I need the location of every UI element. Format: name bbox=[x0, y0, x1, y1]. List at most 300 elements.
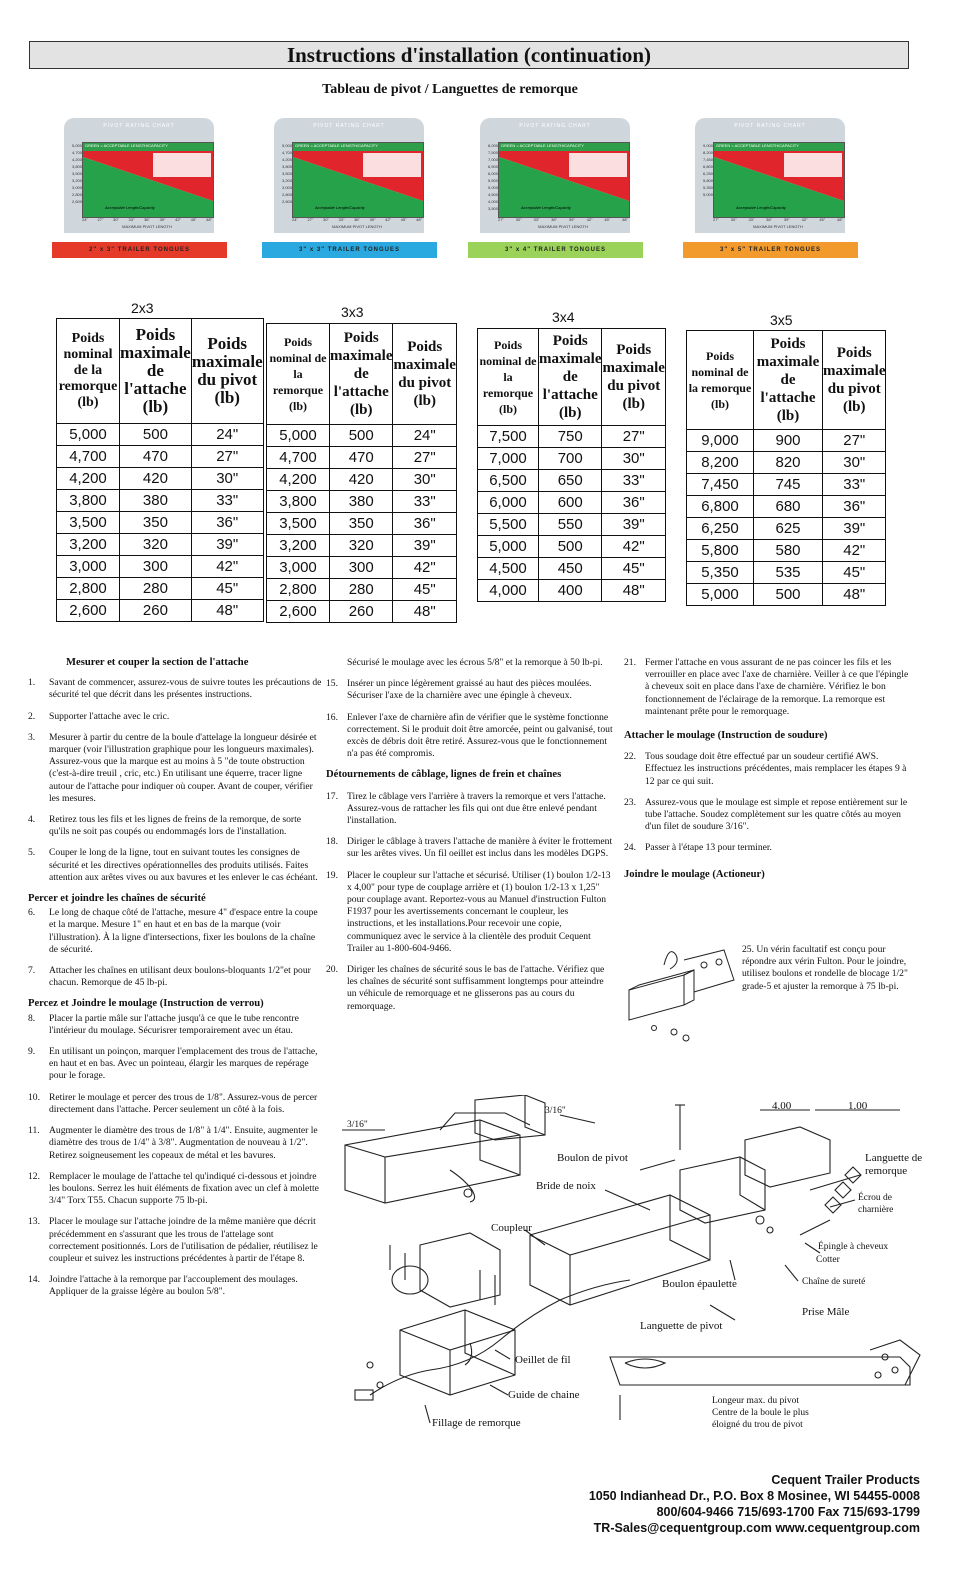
label-epingle: Épingle à cheveux bbox=[818, 1242, 889, 1252]
x-tick: 30" bbox=[730, 217, 737, 222]
table-cell: 300 bbox=[330, 557, 393, 579]
step-text: Placer le coupleur sur l'attache et sécurisé. Utiliser (1) boulon 1/2-13 x 4,00" pour type de couplage arrière et (1) boulon 1/2-13 x 1,25" pour couplage avant. Reportez-vous au Manuel d'instruction Fulton F1937 pour les avertissements concernant le coupleur, les instructions, et les installations.Pour recevoir une copie, communiquez avec le service à la clientèle des produit Cequent Trailer au 1-800-604-9466. bbox=[347, 869, 611, 954]
table-cell: 5,000 bbox=[267, 425, 330, 447]
table-cell: 36" bbox=[602, 492, 665, 514]
table-cell: 3,200 bbox=[267, 535, 330, 557]
table-header: Poids maximale de l'attache (lb) bbox=[330, 324, 393, 425]
footer-address: 1050 Indianhead Dr., P.O. Box 8 Mosinee, WI 54455-0008 bbox=[588, 1489, 920, 1503]
y-tick: 6,500 bbox=[487, 164, 498, 169]
chart-title: PIVOT RATING CHART bbox=[103, 123, 175, 129]
step-item bbox=[28, 847, 323, 884]
step-text: Passer à l'étape 13 pour terminer. bbox=[645, 842, 772, 854]
table-cell: 470 bbox=[330, 447, 393, 469]
table-cell: 2,800 bbox=[57, 578, 120, 600]
y-tick: 4,700 bbox=[281, 150, 292, 155]
rating-chart-card bbox=[262, 118, 437, 258]
y-tick: 5,350 bbox=[702, 185, 713, 190]
x-tick: 24" bbox=[82, 217, 88, 222]
x-tick: 30" bbox=[515, 217, 522, 222]
table-cell: 350 bbox=[330, 513, 393, 535]
table-cell: 580 bbox=[754, 540, 823, 562]
table-cell: 450 bbox=[539, 558, 602, 580]
label-cotter: Cotter bbox=[816, 1255, 840, 1265]
y-tick: 6,800 bbox=[702, 164, 713, 169]
table-cell: 420 bbox=[330, 469, 393, 491]
step-text: Savant de commencer, assurez-vous de suivre toutes les précautions de sécurité tel que décrit dans les présentes instructions. bbox=[49, 677, 322, 701]
table-cell: 900 bbox=[754, 430, 823, 452]
table-cell: 2,600 bbox=[57, 600, 120, 622]
y-tick: 3,500 bbox=[71, 171, 82, 176]
y-tick: 5,000 bbox=[702, 192, 713, 197]
data-grid bbox=[153, 153, 211, 177]
x-tick: 39" bbox=[568, 217, 575, 222]
label-guide: Guide de chaine bbox=[508, 1389, 580, 1401]
table-cell: 6,500 bbox=[478, 470, 539, 492]
table-header-row bbox=[267, 324, 457, 425]
table-label: 3x4 bbox=[552, 309, 575, 325]
step-number: 21. bbox=[624, 657, 636, 668]
step-item bbox=[624, 657, 914, 718]
table-cell: 5,000 bbox=[478, 536, 539, 558]
ok-label: Acceptable Length/Capacity bbox=[736, 205, 786, 210]
step-item bbox=[28, 1216, 323, 1265]
table-cell: 33" bbox=[191, 490, 263, 512]
table-header-row bbox=[57, 319, 264, 424]
y-tick: 7,000 bbox=[487, 157, 498, 162]
table-row bbox=[57, 556, 264, 578]
step-text: Retirer le moulage et percer des trous de 1/8". Assurez-vous de percer directement dans l'attache. Percer seulement un côté à la fois. bbox=[49, 1091, 318, 1115]
table-cell: 36" bbox=[823, 496, 886, 518]
y-tick: 3,200 bbox=[71, 178, 82, 183]
step-number: 13. bbox=[28, 1216, 40, 1228]
table-row bbox=[57, 446, 264, 468]
table-cell: 750 bbox=[539, 426, 602, 448]
table-cell: 625 bbox=[754, 518, 823, 540]
step-item bbox=[326, 712, 614, 761]
label-ecrou: Écrou de charnière bbox=[858, 1193, 894, 1215]
y-tick: 5,000 bbox=[71, 143, 82, 148]
x-tick: 45" bbox=[604, 217, 611, 222]
y-tick: 3,200 bbox=[281, 178, 292, 183]
section-heading: Percer et joindre les chaînes de sécurité bbox=[28, 893, 206, 905]
table-cell: 500 bbox=[539, 536, 602, 558]
y-tick: 8,000 bbox=[487, 143, 498, 148]
label-weld-right: 3/16" bbox=[545, 1106, 566, 1116]
x-tick: 45" bbox=[819, 217, 826, 222]
data-grid bbox=[569, 153, 627, 177]
table-cell: 650 bbox=[539, 470, 602, 492]
section-heading: Mesurer et couper la section de l'attache bbox=[66, 657, 249, 668]
x-tick: 39" bbox=[369, 217, 376, 222]
table-cell: 3,500 bbox=[267, 513, 330, 535]
step-text: Tous soudage doit être effectué par un soudeur certifié AWS. Effectuez les instructions précédentes, mais remplacer les étapes 9 à 12 par ce qui suit. bbox=[645, 751, 907, 787]
table-cell: 600 bbox=[539, 492, 602, 514]
chart-legend: GREEN = ACCEPTABLE LENGTH/CAPACITY bbox=[85, 143, 168, 148]
table-cell: 27" bbox=[602, 426, 665, 448]
table-header: Poids maximale de l'attache (lb) bbox=[539, 329, 602, 426]
step-text: Supporter l'attache avec le cric. bbox=[49, 710, 170, 722]
label-languette-remorque: Languette de remorque bbox=[865, 1152, 923, 1177]
table-cell: 5,000 bbox=[687, 584, 754, 606]
y-tick: 2,800 bbox=[281, 192, 292, 197]
table-header: Poids nominal de la remorque (lb) bbox=[687, 331, 754, 430]
table-cell: 820 bbox=[754, 452, 823, 474]
y-tick: 6,000 bbox=[487, 171, 498, 176]
page-title: Instructions d'installation (continuation) bbox=[29, 41, 909, 69]
chart-x-caption: MAXIMUM PIVOT LENGTH bbox=[753, 224, 803, 229]
x-tick: 48" bbox=[416, 217, 422, 222]
step-item bbox=[28, 1171, 323, 1208]
table-cell: 300 bbox=[120, 556, 192, 578]
x-tick: 33" bbox=[338, 217, 345, 222]
table-cell: 5,000 bbox=[57, 424, 120, 446]
table-row bbox=[478, 448, 666, 470]
table-row bbox=[57, 534, 264, 556]
table-row bbox=[267, 469, 457, 491]
chart-plot bbox=[498, 142, 630, 218]
table-cell: 45" bbox=[393, 579, 456, 601]
step-item bbox=[28, 1092, 323, 1116]
chart-x-caption: MAXIMUM PIVOT LENGTH bbox=[332, 224, 382, 229]
chart-title: PIVOT RATING CHART bbox=[519, 123, 591, 129]
x-tick: 48" bbox=[206, 217, 212, 222]
x-tick: 45" bbox=[400, 217, 407, 222]
y-tick: 4,700 bbox=[71, 150, 82, 155]
y-tick: 5,500 bbox=[487, 178, 498, 183]
table-row bbox=[687, 540, 886, 562]
chart-legend: GREEN = ACCEPTABLE LENGTH/CAPACITY bbox=[501, 143, 584, 148]
section-heading: Détournements de câblage, lignes de frein et chaînes bbox=[326, 769, 562, 781]
x-tick: 30" bbox=[113, 217, 119, 222]
footer-phones: 800/604-9466 715/693-1700 Fax 715/693-1799 bbox=[656, 1505, 920, 1519]
step-item bbox=[28, 1125, 323, 1162]
table-cell: 3,800 bbox=[267, 491, 330, 513]
step-number: 3. bbox=[28, 731, 36, 743]
chart-x-ticks bbox=[498, 217, 628, 222]
step-text: Attacher les chaînes en utilisant deux boulons-bloquants 1/2"et pour chacun. Remorque de 45 lb-pi. bbox=[49, 965, 311, 989]
step-number: 22. bbox=[624, 751, 636, 763]
x-tick: 39" bbox=[783, 217, 790, 222]
table-cell: 2,800 bbox=[267, 579, 330, 601]
chart-x-ticks bbox=[292, 217, 422, 222]
table-row bbox=[57, 578, 264, 600]
step-number: 4. bbox=[28, 814, 36, 826]
footer-company: Cequent Trailer Products bbox=[771, 1473, 920, 1487]
table-cell: 3,000 bbox=[57, 556, 120, 578]
table-cell: 27" bbox=[393, 447, 456, 469]
x-tick: 30" bbox=[323, 217, 329, 222]
chart-plot bbox=[82, 142, 214, 218]
y-tick: 4,000 bbox=[487, 199, 498, 204]
label-chaine: Chaîne de sureté bbox=[802, 1277, 866, 1287]
chart-x-caption: MAXIMUM PIVOT LENGTH bbox=[122, 224, 172, 229]
chart-x-ticks bbox=[82, 217, 212, 222]
step-number: 9. bbox=[28, 1046, 36, 1058]
table-header: Poids maximale de l'attache (lb) bbox=[120, 319, 192, 424]
table-header: Poids maximale du pivot (lb) bbox=[393, 324, 456, 425]
step-item bbox=[326, 657, 614, 669]
table-row bbox=[687, 474, 886, 496]
table-header: Poids nominal de la remorque (lb) bbox=[478, 329, 539, 426]
section-heading: Joindre le moulage (Actioneur) bbox=[624, 868, 765, 880]
table-cell: 6,000 bbox=[478, 492, 539, 514]
table-cell: 380 bbox=[330, 491, 393, 513]
table-cell: 48" bbox=[602, 580, 665, 602]
chart-band: 3" x 4" TRAILER TONGUES bbox=[468, 242, 643, 258]
y-tick: 4,500 bbox=[487, 192, 498, 197]
table-header: Poids maximale du pivot (lb) bbox=[602, 329, 665, 426]
table-cell: 280 bbox=[120, 578, 192, 600]
pivot-table bbox=[686, 330, 886, 606]
table-row bbox=[267, 425, 457, 447]
table-cell: 380 bbox=[120, 490, 192, 512]
table-header: Poids nominal de la remorque (lb) bbox=[57, 319, 120, 424]
table-cell: 33" bbox=[823, 474, 886, 496]
step-number: 2. bbox=[28, 710, 36, 722]
x-tick: 24" bbox=[292, 217, 298, 222]
table-cell: 260 bbox=[330, 601, 393, 623]
table-cell: 3,200 bbox=[57, 534, 120, 556]
y-tick: 3,500 bbox=[487, 206, 498, 211]
label-languette-pivot: Languette de pivot bbox=[640, 1320, 723, 1332]
table-cell: 45" bbox=[823, 562, 886, 584]
chart-legend: GREEN = ACCEPTABLE LENGTH/CAPACITY bbox=[716, 143, 799, 148]
table-cell: 33" bbox=[602, 470, 665, 492]
y-tick: 2,600 bbox=[71, 199, 82, 204]
rating-chart-card bbox=[683, 118, 858, 258]
ok-label: Acceptable Length/Capacity bbox=[521, 205, 571, 210]
table-row bbox=[478, 536, 666, 558]
table-row bbox=[267, 513, 457, 535]
x-tick: 36" bbox=[144, 217, 150, 222]
table-label: 3x5 bbox=[770, 312, 793, 328]
chart-legend: GREEN = ACCEPTABLE LENGTH/CAPACITY bbox=[295, 143, 378, 148]
column-2 bbox=[326, 657, 614, 1022]
chart-x-ticks bbox=[713, 217, 843, 222]
table-cell: 39" bbox=[823, 518, 886, 540]
y-tick: 3,800 bbox=[71, 164, 82, 169]
chart-plot bbox=[292, 142, 424, 218]
table-row bbox=[267, 601, 457, 623]
x-tick: 48" bbox=[837, 217, 843, 222]
table-cell: 320 bbox=[120, 534, 192, 556]
step-item bbox=[624, 797, 914, 834]
step-item bbox=[326, 836, 614, 860]
table-cell: 30" bbox=[393, 469, 456, 491]
pivot-table bbox=[266, 323, 457, 623]
step-text: Couper le long de la ligne, tout en suivant toutes les consignes de sécurité et les directives opérationnelles des produits utilisés. Faites attention aux arêtes vives ou aux bavures et les enlever le cas échéant. bbox=[49, 847, 318, 883]
step-text: Assurez-vous que le moulage est simple et repose entièrement sur le tube l'attache. Soudez complètement sur les quatre côtés au moyen d'un filet de soudure 3/16". bbox=[645, 796, 908, 833]
chart-title: PIVOT RATING CHART bbox=[734, 123, 806, 129]
chart-y-ticks bbox=[65, 142, 82, 216]
x-tick: 39" bbox=[159, 217, 166, 222]
step-number: 1. bbox=[28, 677, 36, 689]
table-row bbox=[57, 512, 264, 534]
table-header-row bbox=[687, 331, 886, 430]
x-tick: 27" bbox=[97, 217, 104, 222]
label-dim-b: 1.00 bbox=[848, 1100, 868, 1112]
table-cell: 4,200 bbox=[267, 469, 330, 491]
y-tick: 4,200 bbox=[71, 157, 82, 162]
table-cell: 24" bbox=[393, 425, 456, 447]
x-tick: 33" bbox=[748, 217, 755, 222]
step-number: 12. bbox=[28, 1170, 40, 1182]
label-boulon-pivot: Boulon de pivot bbox=[557, 1152, 628, 1164]
table-row bbox=[478, 580, 666, 602]
table-row bbox=[687, 452, 886, 474]
step-item bbox=[28, 1046, 323, 1083]
step-number: 19. bbox=[326, 869, 338, 881]
footer-web: TR-Sales@cequentgroup.com www.cequentgroup.com bbox=[593, 1521, 920, 1535]
x-tick: 42" bbox=[385, 217, 391, 222]
table-cell: 3,000 bbox=[267, 557, 330, 579]
pivot-table bbox=[56, 318, 264, 622]
chart-x-caption: MAXIMUM PIVOT LENGTH bbox=[538, 224, 588, 229]
x-tick: 36" bbox=[551, 217, 558, 222]
table-cell: 30" bbox=[823, 452, 886, 474]
label-centre: Centre de la boule le plus bbox=[712, 1408, 809, 1418]
rating-chart-card bbox=[468, 118, 643, 258]
step-text: Enlever l'axe de charnière afin de vérifier que le système fonctionne correctement. Si le produit doit être amorcée, peint ou galvanisé, tout excès de débris doit être retiré. Assurez-vous que le fonctionnement n'a pas été compromis. bbox=[347, 711, 613, 760]
step-text: Remplacer le moulage de l'attache tel qu'indiqué ci-dessous et joindre les boulons. Serrez les huit éléments de fixation avec un clef à molette 3/4" Torx T55. Chacun supporte 75 lb-pi. bbox=[49, 1170, 319, 1207]
step-number: 10. bbox=[28, 1091, 40, 1103]
table-row bbox=[267, 579, 457, 601]
step-item bbox=[28, 814, 323, 838]
chart-band: 3" x 5" TRAILER TONGUES bbox=[683, 242, 858, 258]
pivot-table bbox=[477, 328, 666, 602]
actuator-illustration bbox=[624, 940, 739, 1065]
table-cell: 500 bbox=[330, 425, 393, 447]
table-cell: 24" bbox=[191, 424, 263, 446]
label-longueur: Longeur max. du pivot bbox=[712, 1396, 800, 1406]
x-tick: 45" bbox=[190, 217, 197, 222]
y-tick: 9,000 bbox=[702, 143, 713, 148]
table-cell: 500 bbox=[120, 424, 192, 446]
y-tick: 2,600 bbox=[281, 199, 292, 204]
step-number: 5. bbox=[28, 847, 36, 859]
table-cell: 42" bbox=[191, 556, 263, 578]
table-label: 3x3 bbox=[341, 304, 364, 320]
step-number: 18. bbox=[326, 836, 338, 848]
table-cell: 4,000 bbox=[478, 580, 539, 602]
y-tick: 6,250 bbox=[702, 171, 713, 176]
step-number: 24. bbox=[624, 842, 636, 854]
step-text: Sécurisé le moulage avec les écrous 5/8" et la remorque à 50 lb-pi. bbox=[347, 657, 603, 668]
y-tick: 3,800 bbox=[281, 164, 292, 169]
label-oeillet: Oeillet de fil bbox=[515, 1354, 571, 1366]
x-tick: 48" bbox=[622, 217, 628, 222]
page-subtitle: Tableau de pivot / Languettes de remorque bbox=[322, 82, 578, 97]
table-row bbox=[57, 468, 264, 490]
y-tick: 5,000 bbox=[487, 185, 498, 190]
x-tick: 27" bbox=[498, 217, 504, 222]
table-row bbox=[687, 430, 886, 452]
step-number: 8. bbox=[28, 1012, 36, 1024]
chart-band: 2" x 3" TRAILER TONGUES bbox=[52, 242, 227, 258]
x-tick: 36" bbox=[766, 217, 773, 222]
y-tick: 3,500 bbox=[281, 171, 292, 176]
x-tick: 42" bbox=[586, 217, 593, 222]
chart-y-ticks bbox=[275, 142, 292, 216]
table-cell: 48" bbox=[823, 584, 886, 606]
y-tick: 5,000 bbox=[281, 143, 292, 148]
table-row bbox=[687, 496, 886, 518]
table-cell: 36" bbox=[191, 512, 263, 534]
step-item bbox=[28, 677, 323, 701]
table-cell: 39" bbox=[393, 535, 456, 557]
data-grid bbox=[784, 153, 842, 177]
table-cell: 8,200 bbox=[687, 452, 754, 474]
table-cell: 27" bbox=[191, 446, 263, 468]
step-item bbox=[326, 964, 614, 1013]
table-cell: 30" bbox=[602, 448, 665, 470]
x-tick: 27" bbox=[307, 217, 314, 222]
step-text: Placer la partie mâle sur l'attache jusqu'à ce que le tube rencontre l'intérieur du moulage. Sécurisrer temporairement avec un étau. bbox=[49, 1012, 299, 1036]
chart-title: PIVOT RATING CHART bbox=[313, 123, 385, 129]
table-row bbox=[57, 600, 264, 622]
table-cell: 45" bbox=[191, 578, 263, 600]
step-item bbox=[326, 678, 614, 702]
table-cell: 4,200 bbox=[57, 468, 120, 490]
table-cell: 30" bbox=[191, 468, 263, 490]
step-25-text: 25. Un vérin facultatif est conçu pour répondre aux vérin Fulton. Pour le joindre, utilisez boulons et rondelle de blocage 1/2" grade-5 et ajuster la remorque à 75 lb-pi. bbox=[742, 944, 908, 992]
step-text: Le long de chaque côté de l'attache, mesure 4" d'espace entre la coupe et la marque. Mesure 1" en haut et en bas de la marque (voir l'illustration). À la ligne d'intersections, fixer les boulons de la chaîne de sécurité. bbox=[49, 907, 318, 955]
step-number: 11. bbox=[28, 1125, 40, 1137]
table-cell: 6,250 bbox=[687, 518, 754, 540]
x-tick: 27" bbox=[713, 217, 719, 222]
table-cell: 27" bbox=[823, 430, 886, 452]
step-number: 6. bbox=[28, 907, 36, 919]
step-text: Augmenter le diamètre des trous de 1/8" à 1/4". Ensuite, augmenter le diamètre des trous de 1/4" à 3/8". Augmentation de nouveau à 1/2". Retirez soigneusement les copeaux de métal et les bavures. bbox=[49, 1125, 318, 1161]
table-row bbox=[478, 492, 666, 514]
step-number: 20. bbox=[326, 964, 338, 976]
table-row bbox=[267, 447, 457, 469]
table-row bbox=[57, 490, 264, 512]
label-bride: Bride de noix bbox=[536, 1180, 596, 1192]
y-tick: 7,450 bbox=[702, 157, 713, 162]
column-3 bbox=[624, 657, 914, 890]
chart-band: 3" x 3" TRAILER TONGUES bbox=[262, 242, 437, 258]
x-tick: 33" bbox=[128, 217, 135, 222]
table-header: Poids nominal de la remorque (lb) bbox=[267, 324, 330, 425]
y-tick: 2,800 bbox=[71, 192, 82, 197]
label-weld-left: 3/16" bbox=[347, 1120, 368, 1130]
table-row bbox=[267, 535, 457, 557]
x-tick: 42" bbox=[175, 217, 181, 222]
table-cell: 3,500 bbox=[57, 512, 120, 534]
step-number: 23. bbox=[624, 796, 636, 808]
table-row bbox=[478, 470, 666, 492]
table-cell: 470 bbox=[120, 446, 192, 468]
table-cell: 39" bbox=[602, 514, 665, 536]
footer bbox=[589, 1472, 920, 1536]
y-tick: 5,800 bbox=[702, 178, 713, 183]
step-text: Fermer l'attache en vous assurant de ne pas coincer les fils et les verrouiller en place avec l'axe de charnière. Veiller à ce que l'épingle à cheveux soit en place dans l'axe de charnière. Vérifiez le bon fonctionnement de l'éclairage de la remorque. La remorque est maintenant prête pour le remorquage. bbox=[645, 657, 909, 717]
step-item bbox=[326, 870, 614, 955]
table-cell: 260 bbox=[120, 600, 192, 622]
hitch-exploded-diagram bbox=[330, 1095, 930, 1440]
table-cell: 42" bbox=[823, 540, 886, 562]
table-cell: 9,000 bbox=[687, 430, 754, 452]
table-row bbox=[478, 558, 666, 580]
step-text: Joindre l'attache à la remorque par l'accouplement des moulages. Appliquer de la graisse légère au boulon 5/8". bbox=[49, 1274, 298, 1298]
label-coupleur: Coupleur bbox=[491, 1222, 532, 1234]
table-header: Poids maximale du pivot (lb) bbox=[823, 331, 886, 430]
step-number: 14. bbox=[28, 1274, 40, 1286]
ok-label: Acceptable Length/Capacity bbox=[315, 205, 365, 210]
step-item bbox=[28, 907, 323, 956]
table-cell: 7,000 bbox=[478, 448, 539, 470]
